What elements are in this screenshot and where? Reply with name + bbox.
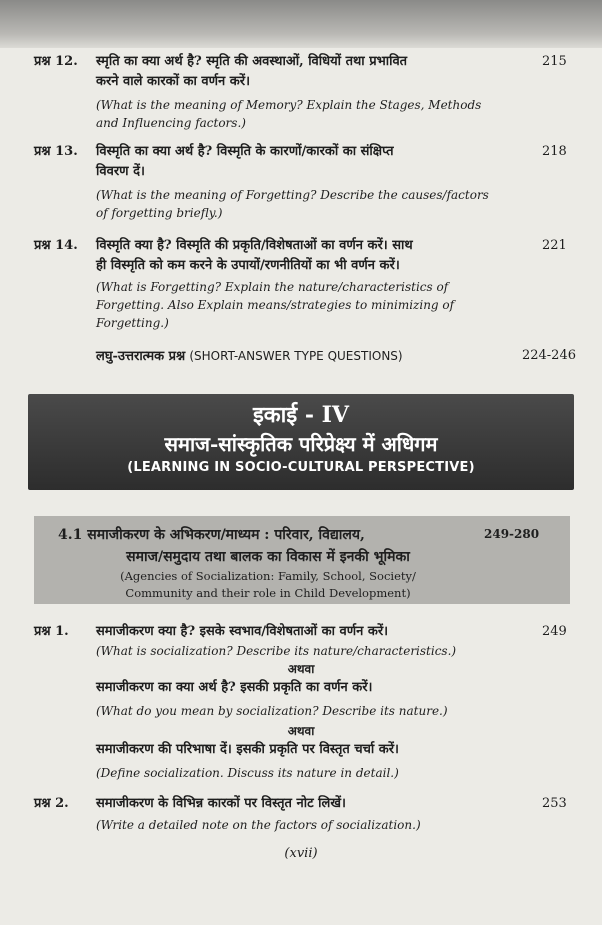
question-number: प्रश्न 2. [34, 796, 69, 811]
question-text-english: Forgetting. Also Explain means/strategies to minimizing of [96, 298, 455, 312]
question-text-english: of forgetting briefly.) [96, 206, 223, 220]
or-separator: अथवा [287, 724, 315, 738]
short-answer-title-hindi: लघु-उत्तरात्मक प्रश्न [96, 349, 186, 364]
question-text-english: (Define socialization. Discuss its nature in detail.) [96, 766, 399, 780]
page-number: 249 [542, 624, 567, 639]
page-number: 221 [542, 238, 567, 253]
page-number: 253 [542, 796, 567, 811]
question-text-english: Forgetting.) [96, 316, 169, 330]
unit-title-hindi: समाज-सांस्कृतिक परिप्रेक्ष्य में अधिगम [164, 432, 438, 456]
question-text-hindi: विवरण दें। [96, 164, 145, 179]
or-separator: अथवा [287, 662, 315, 676]
question-number: प्रश्न 14. [34, 238, 78, 253]
question-text-hindi: समाजीकरण के विभिन्न कारकों पर विस्तृत नोट लिखें। [96, 796, 346, 811]
short-answer-title-english: (SHORT-ANSWER TYPE QUESTIONS) [189, 349, 403, 363]
question-text-english: (What is the meaning of Memory? Explain the Stages, Methods [96, 98, 482, 112]
question-text-hindi: विस्मृति का क्या अर्थ है? विस्मृति के कारणों/कारकों का संक्षिप्त [96, 144, 394, 159]
question-text-hindi: समाजीकरण का क्या अर्थ है? इसकी प्रकृति का वर्णन करें। [96, 680, 373, 695]
question-text-hindi: करने वाले कारकों का वर्णन करें। [96, 74, 250, 89]
question-text-english: (Write a detailed note on the factors of socialization.) [96, 818, 421, 832]
chapter-title-line-2: समाज/समुदाय तथा बालक का विकास में इनकी भूमिका [126, 549, 410, 565]
question-text-english: and Influencing factors.) [96, 116, 246, 130]
question-text-english: (What is the meaning of Forgetting? Describe the causes/factors [96, 188, 489, 202]
page-number: 215 [542, 54, 567, 69]
chapter-subtitle-english: (Agencies of Socialization: Family, School, Society/ [120, 569, 416, 583]
question-text-hindi: विस्मृति क्या है? विस्मृति की प्रकृति/विशेषताओं का वर्णन करें। साथ [96, 238, 413, 253]
question-text-hindi: समाजीकरण की परिभाषा दें। इसकी प्रकृति पर विस्तृत चर्चा करें। [96, 742, 399, 757]
question-number: प्रश्न 1. [34, 624, 69, 639]
chapter-subtitle-english: Community and their role in Child Development) [125, 586, 411, 600]
question-text-english: (What is Forgetting? Explain the nature/characteristics of [96, 280, 449, 294]
question-text-hindi: ही विस्मृति को कम करने के उपायों/रणनीतियों का भी वर्णन करें। [96, 258, 400, 273]
chapter-heading [34, 516, 570, 604]
short-answer-section [96, 346, 576, 367]
unit-banner [28, 394, 574, 490]
question-number: प्रश्न 13. [34, 144, 78, 159]
page-range: 224-246 [521, 348, 576, 363]
question-text-hindi: समाजीकरण क्या है? इसके स्वभाव/विशेषताओं का वर्णन करें। [96, 624, 389, 639]
unit-label: इकाई - IV [252, 402, 349, 428]
question-text-english: (What do you mean by socialization? Describe its nature.) [96, 704, 448, 718]
page-range: 249-280 [484, 527, 540, 541]
unit-title-english: (LEARNING IN SOCIO-CULTURAL PERSPECTIVE) [127, 460, 475, 475]
page-number: 218 [542, 144, 567, 159]
question-number: प्रश्न 12. [34, 54, 78, 69]
page-footer-number: (xvii) [284, 846, 318, 861]
question-text-english: (What is socialization? Describe its nature/characteristics.) [96, 644, 457, 658]
chapter-title-line-1: 4.1 समाजीकरण के अभिकरण/माध्यम : परिवार, विद्यालय, [58, 527, 365, 543]
question-text-hindi: स्मृति का क्या अर्थ है? स्मृति की अवस्थाओं, विधियों तथा प्रभावित [96, 54, 408, 69]
